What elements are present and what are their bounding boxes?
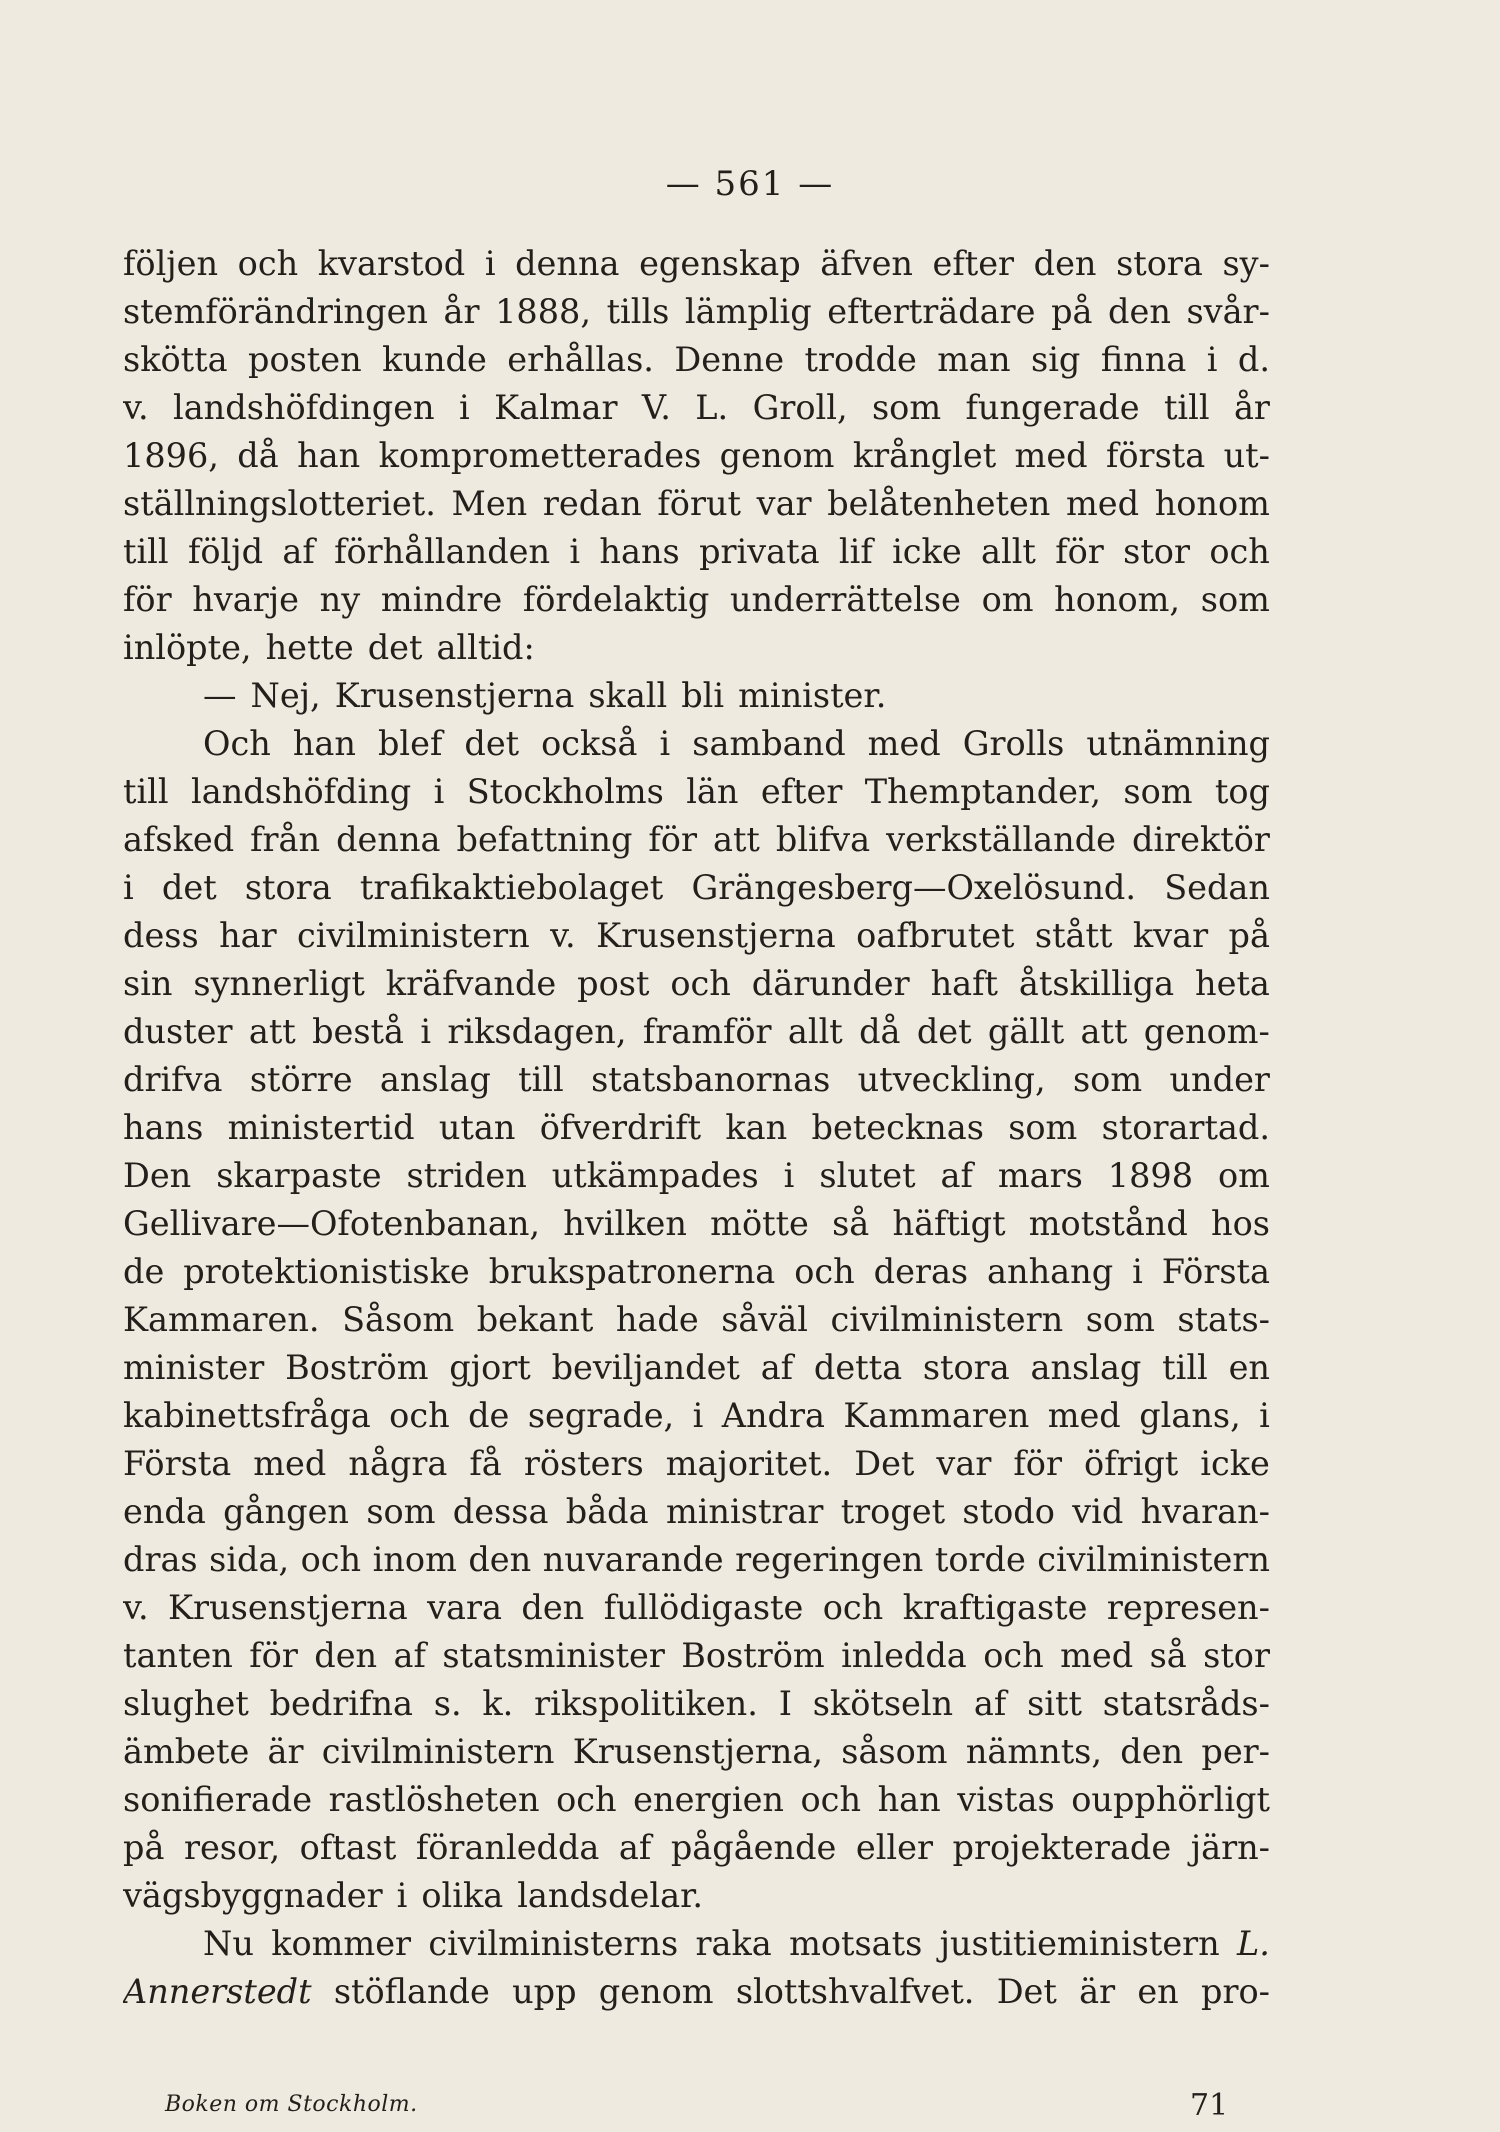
text-line: följen och kvarstod i denna egenskap äfven efter den stora sy- (123, 244, 1270, 283)
text-line: Kammaren. Såsom bekant hade såväl civilministern som stats- (123, 1300, 1270, 1339)
body-text (123, 240, 1270, 2016)
text-line: Den skarpaste striden utkämpades i slutet af mars 1898 om (123, 1156, 1270, 1195)
text-line: stemförändringen år 1888, tills lämplig efterträdare på den svår- (123, 292, 1270, 331)
text-line: skötta posten kunde erhållas. Denne trodde man sig finna i d. (123, 340, 1270, 379)
text-line: drifva större anslag till statsbanornas utveckling, som under (123, 1060, 1270, 1099)
text-line: inlöpte, hette det alltid: (123, 628, 535, 667)
text-line: afsked från denna befattning för att blifva verkställande direktör (123, 820, 1270, 859)
text-line: dras sida, och inom den nuvarande regeringen torde civilministern (123, 1540, 1270, 1579)
text-line: Gellivare—Ofotenbanan, hvilken mötte så häftigt motstånd hos (123, 1204, 1270, 1243)
footer-sheet-number: 71 (1190, 2088, 1229, 2123)
text-line: sonifierade rastlösheten och energien och han vistas oupphörligt (123, 1780, 1270, 1819)
footer-signature: Boken om Stockholm. (165, 2092, 418, 2117)
text-line: — Nej, Krusenstjerna skall bli minister. (203, 676, 887, 715)
text-line: sin synnerligt kräfvande post och därunder haft åtskilliga heta (123, 964, 1270, 1003)
text-line: Annerstedt stöflande upp genom slottshvalfvet. Det är en pro- (123, 1972, 1270, 2011)
text-line: slughet bedrifna s. k. rikspolitiken. I skötseln af sitt statsråds- (123, 1684, 1270, 1723)
text-line: kabinettsfråga och de segrade, i Andra Kammaren med glans, i (123, 1396, 1270, 1435)
text-line: ställningslotteriet. Men redan förut var belåtenheten med honom (123, 484, 1270, 523)
text-line: på resor, oftast föranledda af pågående eller projekterade järn- (123, 1828, 1270, 1867)
text-line: minister Boström gjort beviljandet af detta stora anslag till en (123, 1348, 1270, 1387)
text-line: v. Krusenstjerna vara den fullödigaste och kraftigaste represen- (123, 1588, 1270, 1627)
text-line: tanten för den af statsminister Boström inledda och med så stor (123, 1636, 1270, 1675)
page-number: — 561 — (665, 164, 835, 204)
text-line: Och han blef det också i samband med Grolls utnämning (203, 724, 1270, 763)
text-line: för hvarje ny mindre fördelaktig underrättelse om honom, som (123, 580, 1270, 619)
page-footer (0, 2088, 1500, 2123)
text-line: vägsbyggnader i olika landsdelar. (123, 1876, 704, 1915)
text-line: ämbete är civilministern Krusenstjerna, såsom nämnts, den per- (123, 1732, 1270, 1771)
text-line: dess har civilministern v. Krusenstjerna oafbrutet stått kvar på (123, 916, 1270, 955)
text-line: v. landshöfdingen i Kalmar V. L. Groll, som fungerade till år (123, 388, 1270, 427)
text-line: enda gången som dessa båda ministrar troget stodo vid hvaran- (123, 1492, 1270, 1531)
text-line: duster att bestå i riksdagen, framför allt då det gällt att genom- (123, 1012, 1270, 1051)
text-line: Nu kommer civilministerns raka motsats justitieministern L. (203, 1924, 1270, 1963)
text-line: till landshöfding i Stockholms län efter Themptander, som tog (123, 772, 1270, 811)
text-line: i det stora trafikaktiebolaget Grängesberg—Oxelösund. Sedan (123, 868, 1270, 907)
text-line: hans ministertid utan öfverdrift kan betecknas som storartad. (123, 1108, 1270, 1147)
text-line: 1896, då han komprometterades genom krånglet med första ut- (123, 436, 1270, 475)
text-line: Första med några få rösters majoritet. Det var för öfrigt icke (123, 1444, 1270, 1483)
text-line: de protektionistiske brukspatronerna och deras anhang i Första (123, 1252, 1270, 1291)
text-line: till följd af förhållanden i hans privata lif icke allt för stor och (123, 532, 1270, 571)
